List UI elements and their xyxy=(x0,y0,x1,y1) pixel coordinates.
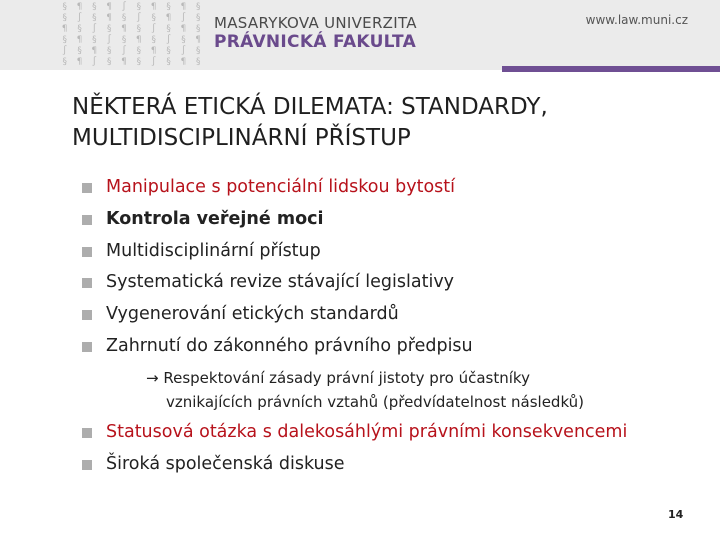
bullet-list-secondary xyxy=(82,417,702,481)
bullet-square-icon xyxy=(82,247,92,257)
faculty-name: PRÁVNICKÁ FAKULTA xyxy=(214,32,417,52)
bullet-text: Multidisciplinární přístup xyxy=(106,240,321,261)
logo-pattern: § ¶ § ¶ ∫ § ¶ § ¶ § § ∫ § ¶ § ∫ § ¶ ∫ § ¶ § ∫ § ¶ § ∫ § ¶ § § ¶ § ∫ § ¶ § ∫ § ¶ ∫ § ¶ § ∫ § ¶ § ∫ § § ¶ ∫ § ¶ § ∫ § ¶ § xyxy=(62,2,203,67)
bullet-square-icon xyxy=(82,310,92,320)
slide-title-line-1: NĚKTERÁ ETICKÁ DILEMATA: STANDARDY, xyxy=(72,94,548,120)
bullet-text: Vygenerování etických standardů xyxy=(106,304,399,325)
list-item xyxy=(82,299,702,331)
bullet-square-icon xyxy=(82,342,92,352)
bullet-square-icon xyxy=(82,460,92,470)
university-name: MASARYKOVA UNIVERZITA xyxy=(214,14,417,32)
slide-title xyxy=(72,92,672,154)
bullet-text: Systematická revize stávající legislativy xyxy=(106,272,455,293)
bullet-text: Zahrnutí do zákonného právního předpisu xyxy=(106,335,473,356)
bullet-list xyxy=(82,172,702,363)
sub-note xyxy=(146,366,686,414)
accent-line xyxy=(502,66,720,72)
sub-note-line-2: vznikajících právních vztahů (předvídatelnost následků) xyxy=(166,393,585,411)
bullet-text: Statusová otázka s dalekosáhlými právními konsekvencemi xyxy=(106,422,628,442)
list-item xyxy=(82,449,702,481)
slide-title-line-2: MULTIDISCIPLINÁRNÍ PŘÍSTUP xyxy=(72,125,411,151)
website-url: www.law.muni.cz xyxy=(585,13,688,27)
sub-note-line-1: → Respektování zásady právní jistoty pro účastníky xyxy=(146,369,530,387)
bullet-square-icon xyxy=(82,278,92,288)
page-number: 14 xyxy=(668,508,684,521)
bullet-square-icon xyxy=(82,215,92,225)
list-item xyxy=(82,204,702,236)
list-item xyxy=(82,236,702,268)
list-item xyxy=(82,417,702,449)
bullet-text: Manipulace s potenciální lidskou bytostí xyxy=(106,177,456,197)
list-item xyxy=(82,331,702,363)
bullet-square-icon xyxy=(82,428,92,438)
bullet-text: Široká společenská diskuse xyxy=(106,453,345,474)
bullet-square-icon xyxy=(82,183,92,193)
bullet-text: Kontrola veřejné moci xyxy=(106,208,324,229)
header-bar xyxy=(0,0,720,70)
list-item xyxy=(82,172,702,204)
list-item xyxy=(82,267,702,299)
